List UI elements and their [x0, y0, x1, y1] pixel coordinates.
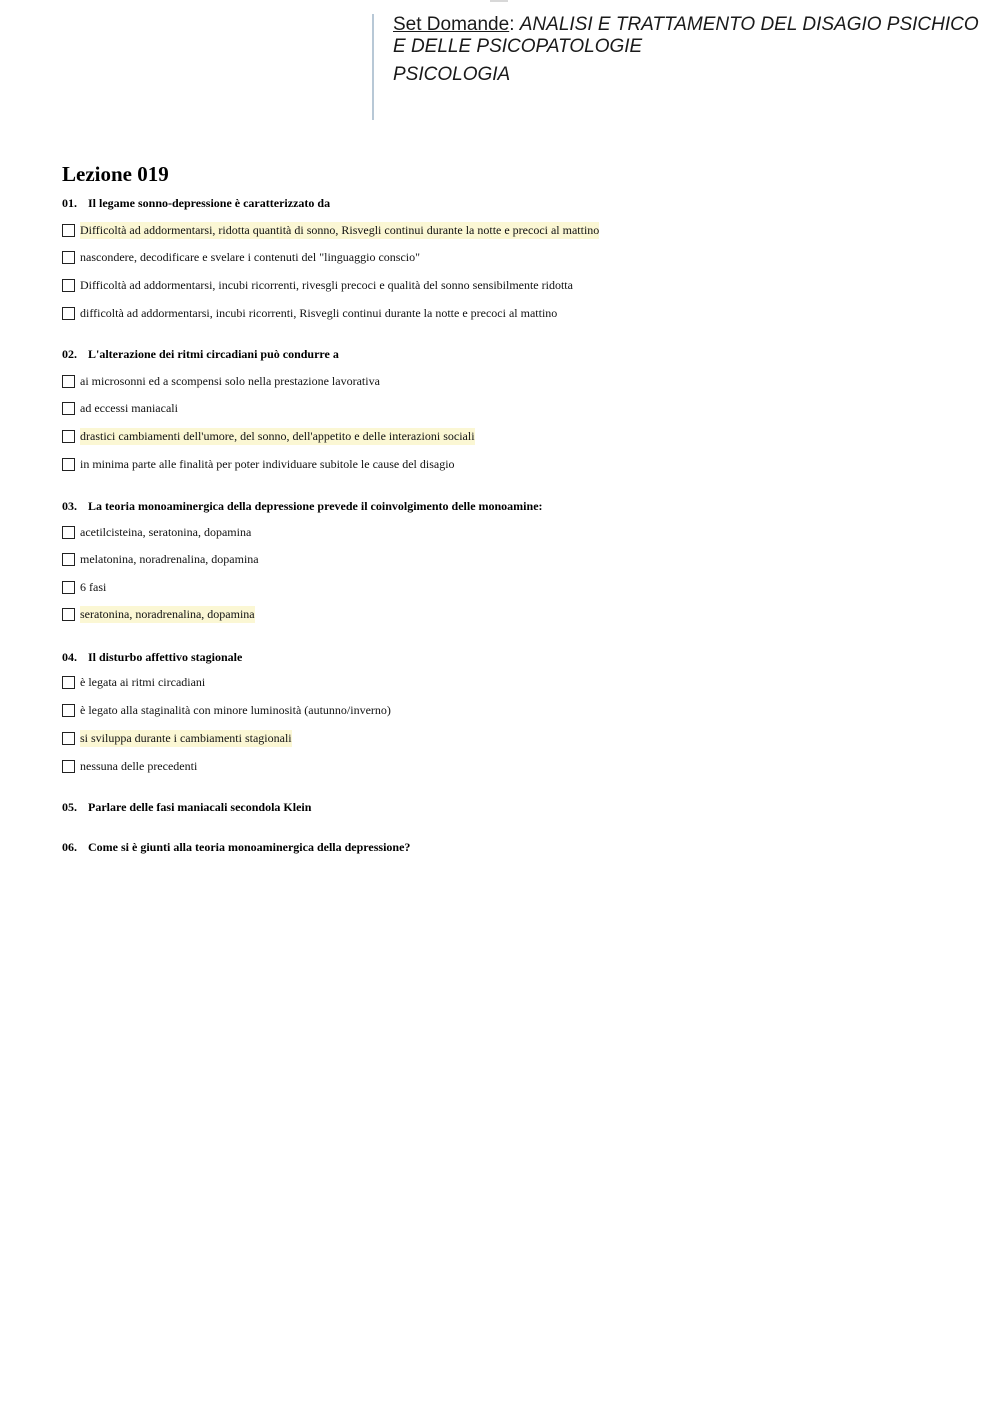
answer-option-03-c[interactable]: [62, 579, 106, 595]
checkbox[interactable]: [62, 608, 75, 621]
checkbox[interactable]: [62, 402, 75, 415]
answer-text: nascondere, decodificare e svelare i contenuti del "linguaggio conscio": [80, 249, 420, 264]
checkbox[interactable]: [62, 251, 75, 264]
question-text: Il legame sonno-depressione è caratterizzato da: [88, 196, 331, 210]
answer-option-04-a[interactable]: [62, 674, 205, 690]
checkbox[interactable]: [62, 553, 75, 566]
subject-name: PSICOLOGIA: [393, 64, 511, 85]
question-number: 03.: [62, 499, 77, 513]
question-text: La teoria monoaminergica della depressione prevede il coinvolgimento delle monoamine:: [88, 499, 543, 513]
answer-text: acetilcisteina, seratonina, dopamina: [80, 524, 252, 539]
set-label-separator: :: [509, 14, 520, 35]
question-text: L'alterazione dei ritmi circadiani può condurre a: [88, 347, 339, 361]
answer-option-01-a[interactable]: [62, 222, 599, 238]
question-03: [62, 499, 543, 514]
answer-text: difficoltà ad addormentarsi, incubi ricorrenti, Risvegli continui durante la notte e precoci al mattino: [80, 305, 558, 320]
question-number: 04.: [62, 650, 77, 664]
answer-option-02-c[interactable]: [62, 428, 475, 444]
answer-option-01-c[interactable]: [62, 277, 573, 293]
course-heading: [393, 14, 993, 58]
question-06: [62, 840, 410, 855]
question-number: 06.: [62, 840, 77, 854]
checkbox[interactable]: [62, 307, 75, 320]
question-05: [62, 800, 311, 815]
question-01: [62, 196, 330, 211]
answer-option-02-d[interactable]: [62, 456, 455, 472]
answer-option-03-a[interactable]: [62, 524, 251, 540]
answer-option-01-d[interactable]: [62, 305, 557, 321]
answer-option-03-d[interactable]: [62, 606, 255, 622]
question-number: 05.: [62, 800, 77, 814]
header-divider: [372, 14, 374, 120]
answer-text: drastici cambiamenti dell'umore, del sonno, dell'appetito e delle interazioni sociali: [80, 428, 475, 443]
answer-text: in minima parte alle finalità per poter individuare subitole le cause del disagio: [80, 456, 455, 471]
page-top-mark: [490, 0, 508, 2]
answer-option-04-d[interactable]: [62, 758, 197, 774]
question-number: 02.: [62, 347, 77, 361]
answer-text: 6 fasi: [80, 579, 107, 594]
answer-option-04-c[interactable]: [62, 730, 292, 746]
answer-text: ai microsonni ed a scompensi solo nella prestazione lavorativa: [80, 373, 380, 388]
answer-text: è legato alla staginalità con minore luminosità (autunno/inverno): [80, 702, 391, 717]
set-label: Set Domande: [393, 14, 510, 35]
lesson-title: Lezione 019: [62, 162, 169, 186]
question-text: Parlare delle fasi maniacali secondola Klein: [88, 800, 312, 814]
answer-text: melatonina, noradrenalina, dopamina: [80, 551, 259, 566]
answer-option-03-b[interactable]: [62, 551, 259, 567]
answer-option-02-a[interactable]: [62, 373, 380, 389]
question-number: 01.: [62, 196, 77, 210]
answer-text: ad eccessi maniacali: [80, 400, 178, 415]
checkbox[interactable]: [62, 375, 75, 388]
document-header: [393, 14, 993, 86]
answer-text: è legata ai ritmi circadiani: [80, 674, 206, 689]
answer-text: nessuna delle precedenti: [80, 758, 198, 773]
answer-text: seratonina, noradrenalina, dopamina: [80, 606, 255, 621]
question-04: [62, 650, 242, 665]
answer-text: si sviluppa durante i cambiamenti stagionali: [80, 730, 292, 745]
checkbox[interactable]: [62, 704, 75, 717]
question-text: Il disturbo affettivo stagionale: [88, 650, 243, 664]
checkbox[interactable]: [62, 676, 75, 689]
checkbox[interactable]: [62, 279, 75, 292]
checkbox[interactable]: [62, 732, 75, 745]
course-title: ANALISI E TRATTAMENTO DEL DISAGIO PSICHICO E DELLE PSICOPATOLOGIE: [393, 14, 979, 57]
checkbox[interactable]: [62, 581, 75, 594]
answer-option-04-b[interactable]: [62, 702, 391, 718]
answer-option-01-b[interactable]: [62, 249, 420, 265]
answer-option-02-b[interactable]: [62, 400, 178, 416]
answer-text: Difficoltà ad addormentarsi, incubi ricorrenti, rivesgli precoci e qualità del sonno sensibilmente ridotta: [80, 277, 573, 292]
checkbox[interactable]: [62, 458, 75, 471]
checkbox[interactable]: [62, 224, 75, 237]
question-02: [62, 347, 339, 362]
question-text: Come si è giunti alla teoria monoaminergica della depressione?: [88, 840, 411, 854]
checkbox[interactable]: [62, 760, 75, 773]
checkbox[interactable]: [62, 526, 75, 539]
answer-text: Difficoltà ad addormentarsi, ridotta quantità di sonno, Risvegli continui durante la notte e precoci al mattino: [80, 222, 600, 237]
checkbox[interactable]: [62, 430, 75, 443]
